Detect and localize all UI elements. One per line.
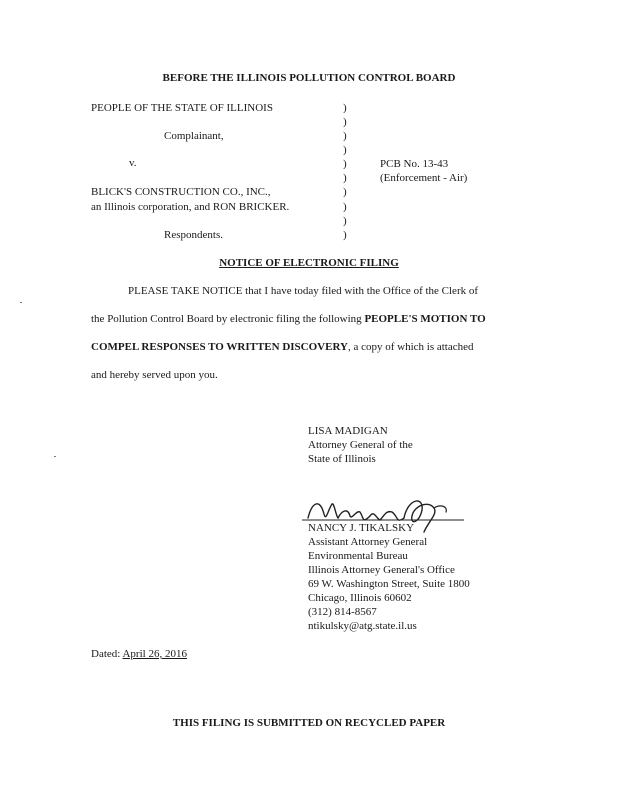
caption-paren: ) xyxy=(343,116,347,128)
notice-heading: NOTICE OF ELECTRONIC FILING xyxy=(219,257,399,269)
board-heading: BEFORE THE ILLINOIS POLLUTION CONTROL BOARD xyxy=(162,72,456,84)
dated-line xyxy=(91,648,187,660)
caption-paren: ) xyxy=(343,229,347,241)
caption-paren: ) xyxy=(343,158,347,170)
signer-name: NANCY J. TIKALSKY xyxy=(308,522,415,534)
caption-paren: ) xyxy=(343,186,347,198)
versus: v. xyxy=(129,157,137,169)
signer-title: Assistant Attorney General xyxy=(308,536,428,548)
office: Illinois Attorney General's Office xyxy=(308,564,455,576)
case-number: PCB No. 13-43 xyxy=(380,158,449,170)
scan-speck xyxy=(20,302,22,303)
case-type: (Enforcement - Air) xyxy=(380,172,468,184)
ag-title: Attorney General of the xyxy=(308,439,413,451)
plaintiff-role: Complainant, xyxy=(164,130,224,142)
notice-line-3 xyxy=(91,341,474,353)
bureau: Environmental Bureau xyxy=(308,550,408,562)
motion-title-part-1: PEOPLE'S MOTION TO xyxy=(364,313,486,325)
recycled-paper-notice: THIS FILING IS SUBMITTED ON RECYCLED PAPER xyxy=(172,717,446,729)
email: ntikulsky@atg.state.il.us xyxy=(308,620,417,632)
defendant-role: Respondents. xyxy=(164,229,223,241)
dated-value: April 26, 2016 xyxy=(122,648,187,660)
notice-line-4: and hereby served upon you. xyxy=(91,369,218,381)
defendant-line-1: BLICK'S CONSTRUCTION CO., INC., xyxy=(91,186,271,198)
notice-line-3-text: , a copy of which is attached xyxy=(347,341,474,353)
notice-line-2-text: the Pollution Control Board by electronic filing the following xyxy=(91,313,365,325)
notice-line-1: PLEASE TAKE NOTICE that I have today filed with the Office of the Clerk of xyxy=(128,285,479,297)
caption-paren: ) xyxy=(343,144,347,156)
city-address: Chicago, Illinois 60602 xyxy=(308,592,412,604)
motion-title-part-2: COMPEL RESPONSES TO WRITTEN DISCOVERY xyxy=(91,341,348,353)
scan-speck xyxy=(54,456,56,457)
plaintiff-name: PEOPLE OF THE STATE OF ILLINOIS xyxy=(91,102,273,114)
dated-label: Dated: xyxy=(91,648,121,660)
caption-paren: ) xyxy=(343,201,347,213)
ag-state: State of Illinois xyxy=(308,453,376,465)
caption-paren: ) xyxy=(343,130,347,142)
ag-name: LISA MADIGAN xyxy=(308,425,388,437)
street-address: 69 W. Washington Street, Suite 1800 xyxy=(308,578,470,590)
caption-paren: ) xyxy=(343,102,347,114)
notice-line-2 xyxy=(91,313,486,325)
caption-paren: ) xyxy=(343,215,347,227)
caption-paren: ) xyxy=(343,172,347,184)
phone: (312) 814-8567 xyxy=(308,606,377,618)
defendant-line-2: an Illinois corporation, and RON BRICKER. xyxy=(91,201,290,213)
